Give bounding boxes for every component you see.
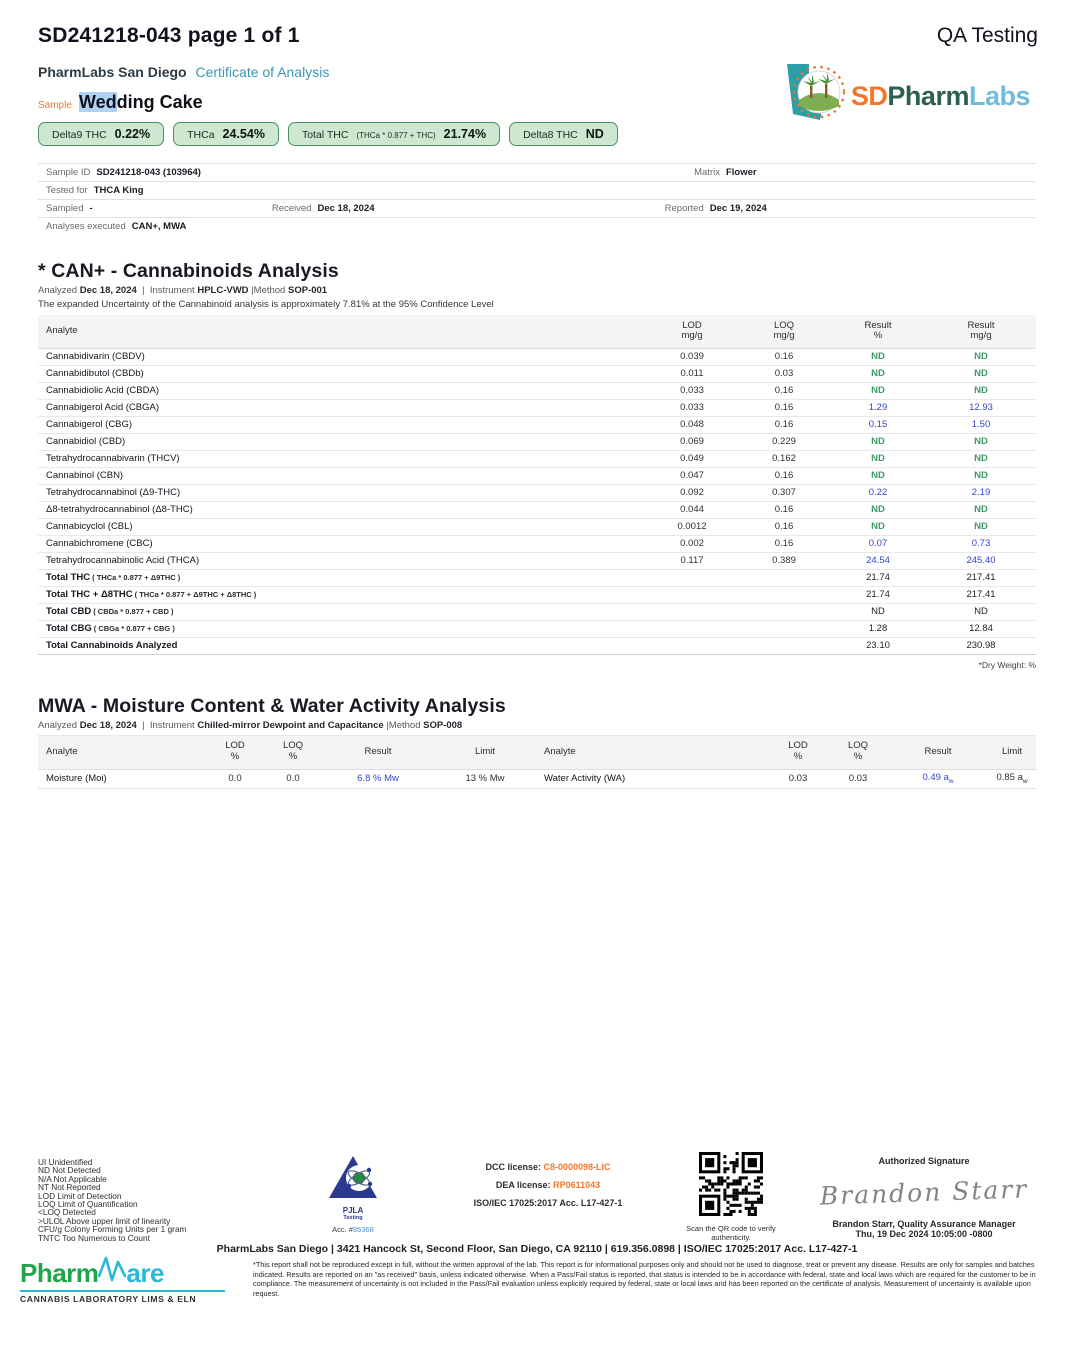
column-header-lod: LOD % [225, 740, 245, 763]
result-mgg-cell: ND [974, 385, 988, 397]
license-block [448, 1162, 648, 1216]
result-mgg-cell: 1.50 [971, 419, 991, 431]
qr-caption: Scan the QR code to verify authenticity. [686, 1224, 776, 1242]
analyzed-value: Dec 18, 2024 [79, 285, 137, 296]
matrix-label: Matrix [694, 167, 720, 178]
potency-badge [38, 122, 164, 146]
total-row [38, 638, 1036, 655]
matrix-value: Flower [725, 167, 757, 178]
analyzed-value: Dec 18, 2024 [79, 719, 137, 731]
lod-cell [646, 626, 738, 631]
doc-type: Certificate of Analysis [195, 64, 330, 80]
instrument-label: Instrument [149, 719, 195, 731]
logo-wordmark [851, 81, 1030, 112]
loq-cell: 0.0 [286, 773, 300, 785]
result-mgg-cell: 245.40 [966, 555, 996, 567]
pharmware-are: are [126, 1258, 164, 1288]
result-pct-cell: ND [871, 385, 885, 397]
total-name: Total THC + Δ8THC [46, 589, 133, 601]
analyte-cell: Cannabinol (CBN) [46, 470, 124, 482]
method-value: SOP-001 [287, 285, 328, 296]
analyses-label: Analyses executed [46, 221, 126, 232]
sample-info-row [38, 164, 1036, 182]
uncertainty-note: The expanded Uncertainty of the Cannabinoid analysis is approximately 7.81% at the 95% Confidence Level [38, 299, 494, 310]
table-row [38, 485, 1036, 502]
column-header-analyte: Analyte [544, 745, 576, 757]
instrument-value: Chilled-mirror Dewpoint and Capacitance [197, 719, 384, 731]
pharmware-logo [20, 1256, 225, 1304]
legend-item: NT Not Reported [38, 1182, 101, 1193]
lod-cell: 0.039 [680, 351, 704, 363]
pharmware-wordmark [20, 1256, 225, 1292]
dea-license-label: DEA license: [495, 1180, 551, 1190]
document-id: SD241218-043 page 1 of 1 [38, 24, 300, 47]
table-row [38, 434, 1036, 451]
column-header-loq: LOQ % [847, 740, 869, 763]
column-header-loq: LOQ mg/g [773, 319, 795, 342]
badge-value: 0.22% [114, 127, 151, 141]
total-name-cell [38, 604, 646, 620]
lod-cell: 0.03 [788, 773, 808, 785]
signature-datetime: Thu, 19 Dec 2024 10:05:00 -0800 [855, 1229, 993, 1239]
column-header-loq: LOQ % [282, 740, 304, 763]
analyte-cell: Cannabidiolic Acid (CBDA) [46, 385, 159, 397]
result-mgg-cell: 217.41 [966, 572, 996, 584]
column-header-result: Result [364, 745, 392, 757]
analyte-cell: Tetrahydrocannabinolic Acid (THCA) [46, 555, 200, 567]
reported-cell [665, 203, 1028, 214]
lod-cell: 0.069 [680, 436, 704, 448]
total-name-cell [38, 638, 646, 654]
logo-pharm: Pharm [887, 81, 969, 111]
total-row [38, 621, 1036, 638]
total-name: Total CBD [46, 606, 92, 618]
loq-cell [738, 643, 830, 648]
received-cell [272, 203, 665, 214]
result-cell: 0.49 $a_w$ [922, 772, 954, 786]
lod-cell: 0.0 [228, 773, 242, 785]
disclaimer: *This report shall not be reproduced except in full, without the written approval of the lab. This report is for informational purposes only and should not be used to diagnose, treat or prevent any disease. Results are only for samples and batches indicated. Results are reported on an "as received" basis, unless indicated otherwise. When a Pass/Fail status is reported, that status is intended to be in accordance with federal, state and local laws which are required for the customer to be in compliance. The measurement of uncertainty is not included in the Pass/Fail evaluation unless explicitly required by federal, state or local laws and has been reported on the certificate of analysis. Measurement of uncertainty is available upon request. [253, 1260, 1036, 1298]
sample-name [79, 92, 203, 113]
dea-license-value: RP0611043 [553, 1180, 601, 1190]
badge-label: Total THC [301, 129, 349, 141]
result-pct-cell: ND [871, 470, 885, 482]
table-row [38, 553, 1036, 570]
lod-cell: 0.002 [680, 538, 704, 550]
result-mgg-cell: ND [974, 504, 988, 516]
badge-label: Delta9 THC [52, 129, 107, 141]
total-formula: ( THCa * 0.877 + Δ9THC + Δ8THC ) [134, 590, 257, 600]
loq-cell: 0.16 [774, 351, 794, 363]
legend-item: LOD Limit of Detection [38, 1190, 122, 1201]
column-header-result-pct: Result % [864, 319, 892, 342]
analyte-cell: Δ8-tetrahydrocannabinol (Δ8-THC) [46, 504, 193, 516]
lab-address: PharmLabs San Diego | 3421 Hancock St, Second Floor, San Diego, CA 92110 | 619.356.0898 | ISO/IEC 17025:2017 Acc. L17-427-1 [216, 1243, 858, 1255]
result-pct-cell: ND [871, 453, 885, 465]
pjla-logo-icon [326, 1187, 380, 1204]
loq-cell: 0.03 [774, 368, 794, 380]
lod-cell: 0.047 [680, 470, 704, 482]
result-mgg-cell: ND [974, 521, 988, 533]
sample-info-row [38, 182, 1036, 200]
result-pct-cell: 1.29 [868, 402, 888, 414]
result-cell: 6.8 % Mw [357, 773, 399, 785]
dea-license [448, 1180, 648, 1190]
lod-cell [646, 609, 738, 614]
loq-cell: 0.16 [774, 385, 794, 397]
loq-cell: 0.389 [772, 555, 796, 567]
lod-cell: 0.011 [680, 368, 704, 380]
result-mgg-cell: ND [974, 606, 988, 618]
separator: | [142, 285, 145, 296]
method-label: Method [253, 285, 286, 296]
pjla-name: PJLA [342, 1206, 364, 1215]
result-mgg-cell: ND [974, 436, 988, 448]
cannabinoids-table [38, 315, 1036, 655]
result-mgg-cell: 230.98 [966, 640, 996, 652]
analyte-cell: Cannabigerol (CBG) [46, 419, 133, 431]
loq-cell: 0.16 [774, 521, 794, 533]
badge-label: THCa [187, 129, 215, 141]
total-name-cell [38, 621, 646, 637]
legend-item: UI Unidentified [38, 1157, 93, 1167]
result-pct-cell: 0.07 [868, 538, 888, 550]
analyte-cell: Cannabichromene (CBC) [46, 538, 153, 550]
signature-title: Authorized Signature [878, 1156, 970, 1166]
total-name-cell [38, 570, 646, 586]
sample-info-row [38, 218, 1036, 235]
lod-cell [646, 643, 738, 648]
result-mgg-cell: 2.19 [971, 487, 991, 499]
sample-info-row [38, 200, 1036, 218]
separator: | [386, 719, 389, 731]
analyses-cell [46, 221, 1028, 232]
abbreviation-legend [38, 1158, 186, 1242]
total-name: Total THC [46, 572, 91, 584]
sample-id-cell [46, 167, 694, 178]
tested-for-cell [46, 185, 1028, 196]
qa-testing-label: QA Testing [936, 24, 1038, 47]
legend-item: <LOQ Detected [38, 1207, 96, 1218]
method-label: Method [388, 719, 421, 731]
received-value: Dec 18, 2024 [317, 203, 375, 214]
result-pct-cell: 24.54 [866, 555, 890, 567]
potency-badge [288, 122, 500, 146]
lod-cell: 0.033 [680, 385, 704, 397]
total-name: Total Cannabinoids Analyzed [46, 640, 178, 652]
lod-cell: 0.033 [680, 402, 704, 414]
result-mgg-cell: ND [974, 351, 988, 363]
sample-id-value: SD241218-043 (103964) [96, 167, 201, 178]
table-row [38, 519, 1036, 536]
tested-for-value: THCA King [93, 185, 144, 196]
total-name-cell [38, 587, 646, 603]
sampled-value: - [89, 203, 93, 214]
lod-cell [646, 575, 738, 580]
logo-labs: Labs [968, 81, 1030, 111]
pharmware-tagline: CANNABIS LABORATORY LIMS & ELN [20, 1294, 197, 1304]
loq-cell [738, 609, 830, 614]
column-header-result: Result [924, 745, 952, 757]
sampled-label: Sampled [46, 203, 84, 214]
mwa-table-header [38, 735, 1036, 770]
result-mgg-cell: 12.84 [969, 623, 993, 635]
lod-cell: 0.048 [680, 419, 704, 431]
legend-item: TNTC Too Numerous to Count [38, 1232, 150, 1243]
analyte-cell: Cannabigerol Acid (CBGA) [46, 402, 159, 414]
loq-cell: 0.229 [772, 436, 796, 448]
result-mgg-cell: ND [974, 368, 988, 380]
result-pct-cell: 0.22 [868, 487, 888, 499]
analyte-cell: Water Activity (WA) [544, 773, 626, 785]
received-label: Received [271, 203, 312, 214]
analyte-cell: Moisture (Moi) [46, 773, 107, 785]
footer [0, 1148, 1074, 1352]
badge-formula: (THCa * 0.877 + THC) [356, 131, 436, 140]
lod-cell: 0.117 [680, 555, 704, 567]
loq-cell: 0.307 [772, 487, 796, 499]
table-row [38, 366, 1036, 383]
result-pct-cell: ND [871, 436, 885, 448]
table-row [38, 502, 1036, 519]
column-header-lod: LOD % [788, 740, 808, 763]
sample-id-label: Sample ID [46, 167, 91, 178]
lod-cell [646, 592, 738, 597]
legend-item: N/A Not Applicable [38, 1173, 107, 1184]
column-header-lod: LOD mg/g [681, 319, 703, 342]
total-name: Total CBG [46, 623, 92, 635]
iso-accreditation: ISO/IEC 17025:2017 Acc. L17-427-1 [473, 1198, 623, 1208]
signature-handwriting: Brandon Starr [819, 1174, 1029, 1211]
dcc-license-value: C8-0000098-LIC [543, 1162, 611, 1172]
table-row [38, 400, 1036, 417]
analyte-cell: Cannabidivarin (CBDV) [46, 351, 145, 363]
total-row [38, 604, 1036, 621]
result-pct-cell: 0.15 [868, 419, 888, 431]
legend-item: LOQ Limit of Quantification [38, 1199, 138, 1210]
analyte-cell: Cannabicyclol (CBL) [46, 521, 133, 533]
method-value: SOP-008 [423, 719, 463, 731]
loq-cell: 0.162 [772, 453, 796, 465]
result-pct-cell: 23.10 [866, 640, 890, 652]
pjla-accreditation-number: Acc. #85368 [332, 1225, 374, 1234]
result-pct-cell: 1.28 [868, 623, 888, 635]
result-pct-cell: 21.74 [866, 589, 890, 601]
limit-cell: 0.85 $a_w$ [996, 772, 1028, 786]
loq-cell [738, 592, 830, 597]
signature-block [806, 1156, 1042, 1239]
cannabinoids-section-meta [38, 285, 1036, 296]
column-header-limit: Limit [474, 745, 496, 757]
total-row [38, 570, 1036, 587]
column-header-limit: Limit [1001, 745, 1023, 757]
potency-badge [173, 122, 279, 146]
column-header-result-mgg: Result mg/g [967, 319, 995, 342]
reported-value: Dec 19, 2024 [709, 203, 767, 214]
pharmware-pharm: Pharm [20, 1258, 99, 1288]
sdpharmlabs-logo [783, 62, 1030, 131]
tested-for-label: Tested for [46, 185, 88, 196]
pjla-accreditation [318, 1152, 388, 1234]
signatory-name: Brandon Starr, Quality Assurance Manager [832, 1219, 1016, 1229]
logo-sd: SD [850, 81, 888, 111]
cannabinoids-section-title: * CAN+ - Cannabinoids Analysis [38, 260, 339, 282]
legend-item: ND Not Detected [38, 1165, 101, 1176]
badge-value: 24.54% [222, 127, 265, 141]
potency-badge [509, 122, 618, 146]
lod-cell: 0.092 [680, 487, 704, 499]
badge-value: ND [585, 127, 604, 141]
result-pct-cell: 21.74 [866, 572, 890, 584]
instrument-value: HPLC-VWD [197, 285, 249, 296]
badge-value: 21.74% [443, 127, 487, 141]
total-formula: ( THCa * 0.877 + Δ9THC ) [92, 573, 181, 583]
analyte-cell: Cannabidiol (CBD) [46, 436, 126, 448]
separator: | [142, 719, 145, 731]
result-pct-cell: ND [871, 521, 885, 533]
result-pct-cell: ND [871, 504, 885, 516]
lod-cell: 0.044 [680, 504, 704, 516]
loq-cell: 0.03 [848, 773, 868, 785]
result-mgg-cell: 0.73 [971, 538, 991, 550]
result-pct-cell: ND [871, 606, 885, 618]
table-row [38, 536, 1036, 553]
column-header-analyte: Analyte [46, 745, 78, 757]
qr-code [699, 1152, 763, 1216]
table-row [38, 349, 1036, 366]
analyzed-label: Analyzed [38, 719, 78, 731]
sample-label: Sample [38, 100, 72, 111]
loq-cell: 0.16 [774, 402, 794, 414]
analyte-cell: Cannabidibutol (CBDb) [46, 368, 144, 380]
sampled-cell [46, 203, 272, 214]
lab-name: PharmLabs San Diego [38, 64, 187, 80]
reported-label: Reported [664, 203, 704, 214]
lod-cell: 0.0012 [677, 521, 707, 533]
total-formula: ( CBDa * 0.877 + CBD ) [93, 607, 174, 617]
legend-item: CFU/g Colony Forming Units per 1 gram [38, 1224, 187, 1235]
cannabinoids-table-header [38, 315, 1036, 349]
badge-label: Delta8 THC [523, 129, 578, 141]
pjla-sub: Testing [343, 1215, 363, 1221]
loq-cell [738, 575, 830, 580]
cannabinoids-table-body [38, 349, 1036, 570]
column-header-analyte: Analyte [46, 324, 78, 336]
mwa-section-meta [38, 720, 1036, 731]
loq-cell: 0.16 [774, 470, 794, 482]
table-row [38, 468, 1036, 485]
lod-cell: 0.049 [680, 453, 704, 465]
result-mgg-cell: ND [974, 453, 988, 465]
loq-cell: 0.16 [774, 419, 794, 431]
pharmlabs-seal-icon [783, 62, 845, 131]
separator: | [251, 285, 254, 296]
qr-block [675, 1152, 787, 1242]
dcc-license-label: DCC license: [485, 1162, 541, 1172]
mwa-table-row [38, 770, 1036, 789]
mwa-table [38, 735, 1036, 789]
table-row [38, 383, 1036, 400]
limit-cell: 13 % Mw [465, 773, 505, 785]
loq-cell: 0.16 [774, 538, 794, 550]
result-mgg-cell: 12.93 [969, 402, 993, 414]
result-pct-cell: ND [871, 368, 885, 380]
sample-info-table [38, 163, 1036, 235]
analyte-cell: Tetrahydrocannabivarin (THCV) [46, 453, 180, 465]
analyses-value: CAN+, MWA [131, 221, 187, 232]
loq-cell [738, 626, 830, 631]
table-row [38, 417, 1036, 434]
loq-cell: 0.16 [774, 504, 794, 516]
analyzed-label: Analyzed [38, 285, 78, 296]
mwa-section-title: MWA - Moisture Content & Water Activity Analysis [38, 694, 506, 717]
sample-name-highlight: Wed [78, 92, 117, 112]
instrument-label: Instrument [149, 285, 195, 296]
table-row [38, 451, 1036, 468]
matrix-cell [694, 167, 1028, 178]
analyte-cell: Tetrahydrocannabinol (Δ9-THC) [46, 487, 181, 499]
cannabinoids-table-totals [38, 570, 1036, 655]
result-pct-cell: ND [871, 351, 885, 363]
dry-weight-note: *Dry Weight: % [978, 659, 1036, 670]
total-formula: ( CBGa * 0.877 + CBG ) [93, 624, 175, 634]
dcc-license [448, 1162, 648, 1172]
top-bar [38, 24, 1038, 48]
result-mgg-cell: 217.41 [966, 589, 996, 601]
sample-name-rest: ding Cake [116, 92, 203, 112]
total-row [38, 587, 1036, 604]
pharmware-wave-icon [98, 1256, 126, 1287]
result-mgg-cell: ND [974, 470, 988, 482]
legend-item: >ULOL Above upper limit of linearity [38, 1215, 171, 1226]
